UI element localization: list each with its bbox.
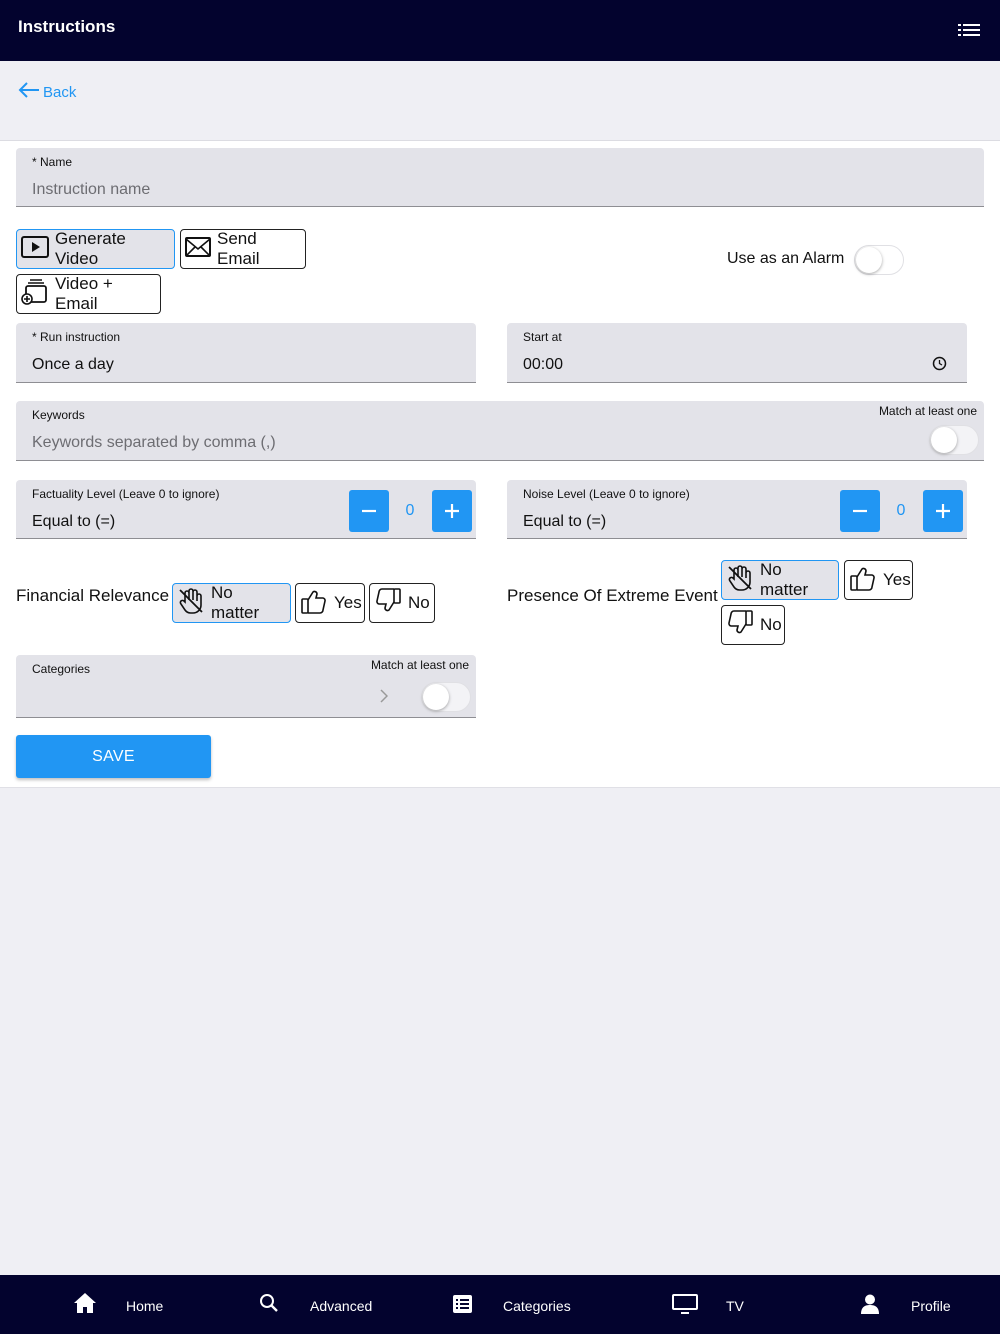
name-field[interactable] <box>16 148 984 207</box>
financial-no-label: No <box>408 593 430 612</box>
tab-categories-label: Categories <box>503 1298 571 1314</box>
extreme-event-label: Presence Of Extreme Event <box>507 586 718 605</box>
top-header <box>0 0 1000 61</box>
tab-tv[interactable] <box>665 1275 765 1334</box>
extreme-no-matter-button[interactable] <box>721 560 839 600</box>
extreme-yes-label: Yes <box>883 570 911 589</box>
start-at-value: 00:00 <box>523 356 564 373</box>
tab-profile-label: Profile <box>911 1298 951 1314</box>
tab-advanced-label: Advanced <box>310 1298 373 1314</box>
noise-decrement-button[interactable] <box>840 490 880 532</box>
noise-value[interactable]: Equal to (=) <box>523 513 607 530</box>
tv-icon <box>672 1294 698 1319</box>
extreme-no-label: No <box>760 615 782 634</box>
categories-match-label: Match at least one <box>370 658 469 672</box>
keywords-match-toggle[interactable] <box>929 425 979 455</box>
start-at-label: Start at <box>523 330 562 344</box>
categories-label: Categories <box>32 662 91 676</box>
alarm-label: Use as an Alarm <box>727 250 845 267</box>
arrow-left-icon <box>17 80 43 104</box>
bottom-tab-bar <box>0 1275 1000 1334</box>
categories-field[interactable] <box>16 655 476 718</box>
back-label: Back <box>43 83 77 101</box>
thumbs-up-icon <box>849 564 883 597</box>
tab-tv-label: TV <box>726 1298 744 1314</box>
keywords-match-label: Match at least one <box>878 404 977 418</box>
extreme-no-matter-label: No matter <box>760 560 809 599</box>
factuality-increment-button[interactable] <box>432 490 472 532</box>
financial-relevance-label: Financial Relevance <box>16 586 170 605</box>
list-icon <box>453 1295 472 1318</box>
back-bar <box>0 61 1000 141</box>
clock-icon[interactable] <box>932 356 947 376</box>
noise-field <box>507 480 967 539</box>
list-icon[interactable] <box>958 22 980 40</box>
noise-label: Noise Level (Leave 0 to ignore) <box>523 487 690 501</box>
alarm-toggle[interactable] <box>854 245 904 275</box>
video-email-icon <box>21 279 55 310</box>
financial-yes-button[interactable] <box>295 583 365 623</box>
home-icon <box>73 1292 97 1319</box>
play-icon <box>21 236 55 263</box>
financial-no-button[interactable] <box>369 583 435 623</box>
tab-home[interactable] <box>60 1275 190 1334</box>
factuality-value[interactable]: Equal to (=) <box>32 513 116 530</box>
thumbs-down-icon <box>726 609 760 642</box>
envelope-icon <box>185 237 217 262</box>
tab-home-label: Home <box>126 1298 164 1314</box>
run-instruction-value: Once a day <box>32 356 114 373</box>
back-button[interactable] <box>17 80 76 104</box>
keywords-label: Keywords <box>32 408 85 422</box>
video-email-label: Video + Email <box>55 274 113 313</box>
factuality-decrement-button[interactable] <box>349 490 389 532</box>
factuality-field <box>16 480 476 539</box>
generate-video-label: Generate Video <box>55 229 126 268</box>
hand-off-icon <box>177 587 211 620</box>
categories-match-toggle[interactable] <box>421 682 471 712</box>
noise-increment-button[interactable] <box>923 490 963 532</box>
start-at-field[interactable] <box>507 323 967 383</box>
financial-no-matter-label: No matter <box>211 583 260 622</box>
generate-video-button[interactable] <box>16 229 175 269</box>
run-instruction-select[interactable] <box>16 323 476 383</box>
tab-advanced[interactable] <box>250 1275 390 1334</box>
run-instruction-label: * Run instruction <box>32 330 121 344</box>
thumbs-up-icon <box>300 587 334 620</box>
save-button[interactable]: SAVE <box>16 735 211 778</box>
factuality-level-value: 0 <box>405 502 415 519</box>
name-input[interactable]: Instruction name <box>32 181 151 198</box>
send-email-button[interactable] <box>180 229 306 269</box>
search-icon <box>259 1293 279 1318</box>
extreme-yes-button[interactable] <box>844 560 913 600</box>
keywords-input[interactable]: Keywords separated by comma (,) <box>32 434 276 451</box>
hand-off-icon <box>726 564 760 597</box>
user-icon <box>860 1294 880 1319</box>
financial-no-matter-button[interactable] <box>172 583 291 623</box>
noise-level-value: 0 <box>896 502 906 519</box>
page-title: Instructions <box>18 17 116 36</box>
instruction-form <box>0 141 1000 788</box>
factuality-label: Factuality Level (Leave 0 to ignore) <box>32 487 220 501</box>
extreme-no-button[interactable] <box>721 605 785 645</box>
financial-yes-label: Yes <box>334 593 362 612</box>
video-email-button[interactable] <box>16 274 161 314</box>
name-label: * Name <box>32 155 73 169</box>
thumbs-down-icon <box>374 587 408 620</box>
chevron-right-icon[interactable] <box>380 689 388 708</box>
send-email-label: Send Email <box>217 229 260 268</box>
tab-categories[interactable] <box>445 1275 585 1334</box>
keywords-field[interactable] <box>16 401 984 461</box>
tab-profile[interactable] <box>855 1275 965 1334</box>
